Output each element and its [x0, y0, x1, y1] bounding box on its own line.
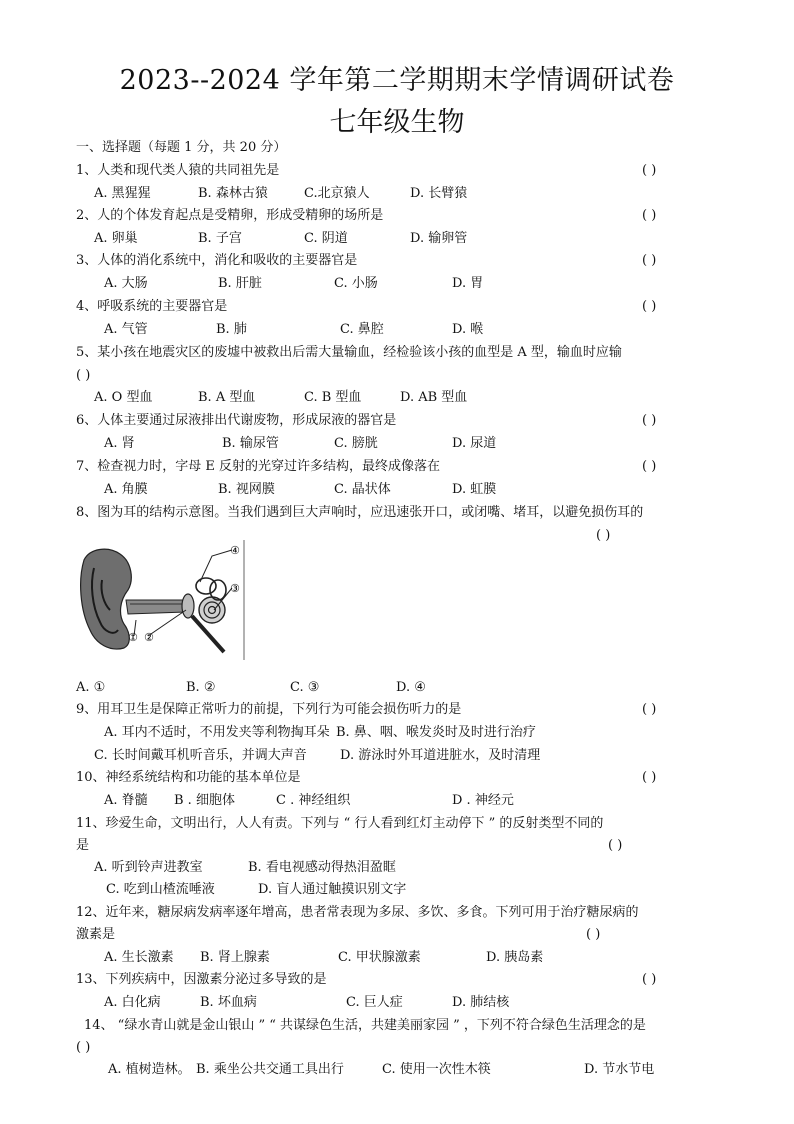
option-b: B. 肺: [216, 322, 247, 337]
option-b: B . 细胞体: [174, 793, 235, 808]
option-d: D. 虹膜: [452, 482, 497, 497]
answer-blank: ( ): [586, 927, 601, 942]
option-b: B. 肝脏: [218, 276, 262, 291]
option-c: C. 巨人症: [346, 995, 403, 1010]
label-1: ①: [128, 631, 138, 644]
option-d: D. 肺结核: [452, 995, 510, 1010]
option-b: B. 乘坐公共交通工具出行: [196, 1062, 344, 1077]
option-d: D. 盲人通过触摸识别文字: [258, 882, 407, 897]
option-c: C. 阴道: [304, 231, 348, 246]
option-b: B. A 型血: [198, 390, 256, 405]
option-b: B. 输尿管: [222, 436, 279, 451]
auricle-shape: [81, 549, 132, 649]
option-c: C.北京猿人: [304, 186, 370, 201]
option-c: C. 使用一次性木筷: [382, 1062, 491, 1077]
ear-structure-figure: [74, 540, 246, 660]
option-c: C. 膀胱: [334, 436, 378, 451]
question-11-text: 11、珍爱生命，文明出行，人人有责。下列与 “ 行人看到红灯主动停下 ” 的反射类型不同的: [76, 816, 604, 831]
option-a: A. 角膜: [104, 482, 148, 497]
option-a: A. ①: [76, 680, 106, 695]
label-2: ②: [144, 631, 154, 644]
option-a: A. 黑猩猩: [94, 186, 151, 201]
option-b: B. 坏血病: [200, 995, 257, 1010]
answer-blank: ( ): [76, 1040, 91, 1055]
question-1-text: 1、人类和现代类人猿的共同祖先是: [76, 163, 280, 178]
answer-blank: ( ): [642, 972, 657, 987]
option-d: D. 尿道: [452, 436, 497, 451]
option-b: B. 肾上腺素: [200, 950, 270, 965]
question-8-text: 8、图为耳的结构示意图。当我们遇到巨大声响时，应迅速张开口，或闭嘴、堵耳，以避免损伤耳的: [76, 505, 644, 520]
option-c: C. 晶状体: [334, 482, 391, 497]
option-c: C. 甲状腺激素: [338, 950, 421, 965]
option-b: B. 看电视感动得热泪盈眶: [248, 860, 396, 875]
option-a: A. 大肠: [104, 276, 148, 291]
question-3-text: 3、人体的消化系统中，消化和吸收的主要器官是: [76, 253, 358, 268]
section-heading: 一、选择题（每题 1 分，共 20 分）: [76, 140, 287, 155]
option-a: A. 听到铃声进教室: [94, 860, 203, 875]
option-a: A. 生长激素: [104, 950, 174, 965]
question-9-text: 9、用耳卫生是保障正常听力的前提，下列行为可能会损伤听力的是: [76, 702, 462, 717]
question-12-text: 12、近年来，糖尿病发病率逐年增高，患者常表现为多尿、多饮、多食。下列可用于治疗糖尿病的: [76, 905, 639, 920]
label-3: ③: [230, 582, 240, 595]
option-d: D. 节水节电: [584, 1062, 655, 1077]
option-c: C. 吃到山楂流唾液: [106, 882, 215, 897]
question-10-text: 10、神经系统结构和功能的基本单位是: [76, 770, 301, 785]
option-d: D. ④: [396, 680, 426, 695]
option-b: B. 视网膜: [218, 482, 275, 497]
option-d: D. 输卵管: [410, 231, 468, 246]
answer-blank: ( ): [642, 208, 657, 223]
answer-blank: ( ): [642, 702, 657, 717]
question-7-text: 7、检查视力时，字母 E 反射的光穿过许多结构，最终成像落在: [76, 459, 441, 474]
option-b: B. ②: [186, 680, 216, 695]
option-a: A. 脊髓: [104, 793, 148, 808]
ear-structure-diagram-icon: [74, 540, 246, 660]
question-6-text: 6、人体主要通过尿液排出代谢废物，形成尿液的器官是: [76, 413, 397, 428]
option-b: B. 森林古猿: [198, 186, 268, 201]
question-4-text: 4、呼吸系统的主要器官是: [76, 299, 228, 314]
question-2-text: 2、人的个体发育起点是受精卵，形成受精卵的场所是: [76, 208, 384, 223]
answer-blank: ( ): [596, 528, 611, 543]
option-a: A. 白化病: [104, 995, 161, 1010]
question-13-text: 13、下列疾病中，因激素分泌过多导致的是: [76, 972, 327, 987]
answer-blank: ( ): [642, 413, 657, 428]
option-d: D. 喉: [452, 322, 484, 337]
option-c: C. 小肠: [334, 276, 378, 291]
option-d: D. 胃: [452, 276, 484, 291]
option-b: B. 鼻、咽、喉发炎时及时进行治疗: [336, 725, 536, 740]
answer-blank: ( ): [76, 368, 91, 383]
option-c: C. 长时间戴耳机听音乐，并调大声音: [94, 748, 307, 763]
question-14-text: 14、 “绿水青山就是金山银山 ” “ 共谋绿色生活，共建美丽家园 ” ，下列不符合绿色生活理念的是: [84, 1018, 646, 1033]
option-c: C. 鼻腔: [340, 322, 384, 337]
answer-blank: ( ): [642, 770, 657, 785]
answer-blank: ( ): [642, 299, 657, 314]
question-5-text: 5、某小孩在地震灾区的废墟中被救出后需大量输血，经检验该小孩的血型是 A 型，输血时应输: [76, 345, 622, 360]
exam-subtitle: 七年级生物: [329, 107, 465, 138]
option-a: A. 气管: [104, 322, 148, 337]
exam-title: 2023--2024 学年第二学期期末学情调研试卷: [119, 65, 675, 96]
option-a: A. O 型血: [94, 390, 153, 405]
answer-blank: ( ): [642, 459, 657, 474]
option-a: A. 肾: [104, 436, 135, 451]
label-4: ④: [230, 544, 240, 557]
option-a: A. 耳内不适时，不用发夹等利物掏耳朵: [104, 725, 330, 740]
option-a: A. 卵巢: [94, 231, 138, 246]
option-d: D. 胰岛素: [486, 950, 544, 965]
option-d: D. 长臂猿: [410, 186, 468, 201]
option-b: B. 子宫: [198, 231, 242, 246]
option-d: D . 神经元: [452, 793, 514, 808]
option-c: C . 神经组织: [276, 793, 351, 808]
option-a: A. 植树造林。: [108, 1062, 191, 1077]
option-c: C. B 型血: [304, 390, 362, 405]
question-12-text-cont: 激素是: [76, 927, 116, 942]
question-11-text-cont: 是: [76, 838, 90, 853]
option-c: C. ③: [290, 680, 320, 695]
answer-blank: ( ): [608, 838, 623, 853]
answer-blank: ( ): [642, 253, 657, 268]
answer-blank: ( ): [642, 163, 657, 178]
option-d: D. 游泳时外耳道进脏水，及时清理: [340, 748, 541, 763]
option-d: D. AB 型血: [400, 390, 468, 405]
